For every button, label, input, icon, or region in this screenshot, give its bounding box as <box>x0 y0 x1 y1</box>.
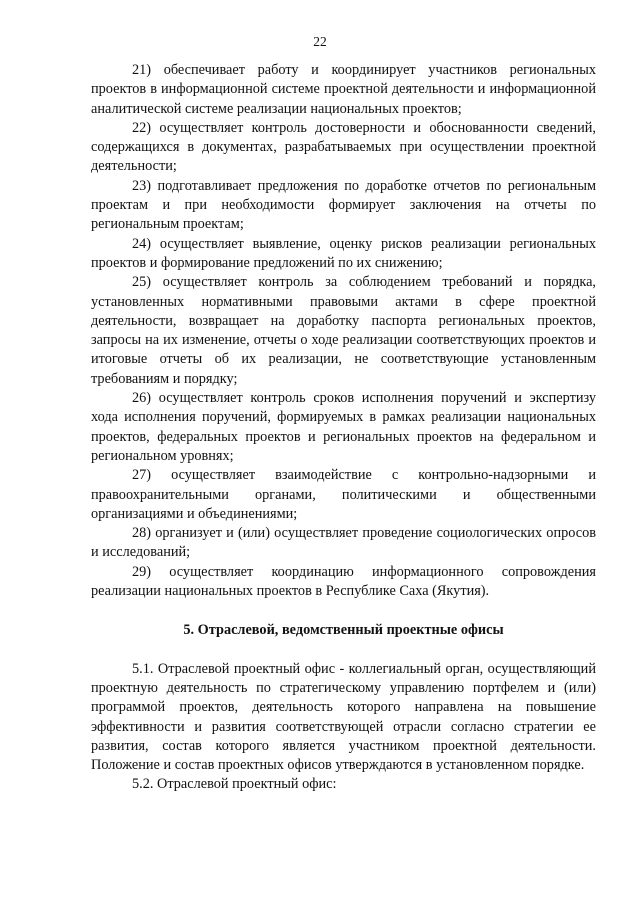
page-number: 22 <box>313 34 327 49</box>
paragraph-item-29: 29) осуществляет координацию информационного сопровождения реализации национальных проектов в Республике Саха (Якутия). <box>91 563 596 600</box>
paragraph-item-22: 22) осуществляет контроль достоверности и обоснованности сведений, содержащихся в документах, разрабатываемых при осуществлении проектной деятельности; <box>91 119 596 175</box>
paragraph-item-27: 27) осуществляет взаимодействие с контрольно-надзорными и правоохранительными органами, политическими и общественными организациями и объединениями; <box>91 467 596 522</box>
section-heading: 5. Отраслевой, ведомственный проектные офисы <box>183 622 504 639</box>
paragraph-5-1: 5.1. Отраслевой проектный офис - коллегиальный орган, осуществляющий проектную деятельность по стратегическому управлению портфелем и (или) программой проектов, деятельность которого направлена на повышение эффективности и развития соответствующей отрасли согласно стратегии ее развития, состав которого является участником проектной деятельности. Положение и состав проектных офисов утверждаются в установленном порядке. <box>91 660 596 774</box>
paragraph-5-2: 5.2. Отраслевой проектный офис: <box>132 776 337 793</box>
paragraph-item-23: 23) подготавливает предложения по доработке отчетов по региональным проектам и при необходимости формирует заключения на отчеты по региональным проектам; <box>91 177 596 233</box>
paragraph-item-28: 28) организует и (или) осуществляет проведение социологических опросов и исследований; <box>91 525 596 561</box>
paragraph-item-26: 26) осуществляет контроль сроков исполнения поручений и экспертизу хода исполнения поручений, формируемых в рамках реализации национальных проектов, федеральных проектов и региональных проектов на федеральном и региональном уровнях; <box>91 390 596 464</box>
paragraph-item-24: 24) осуществляет выявление, оценку рисков реализации региональных проектов и формирование предложений по их снижению; <box>91 235 596 271</box>
document-body <box>91 61 596 795</box>
paragraph-item-25: 25) осуществляет контроль за соблюдением требований и порядка, установленных нормативными правовыми актами в сфере проектной деятельности, возвращает на доработку паспорта региональных проектов, запросы на их изменение, отчеты о ходе реализации соответствующих проектов и итоговые отчеты об их реализации, не соответствующие установленным требованиям и порядку; <box>91 274 596 387</box>
paragraph-item-21: 21) обеспечивает работу и координирует участников региональных проектов в информационной системе проектной деятельности и информационной аналитической системе реализации национальных проектов; <box>91 62 596 117</box>
